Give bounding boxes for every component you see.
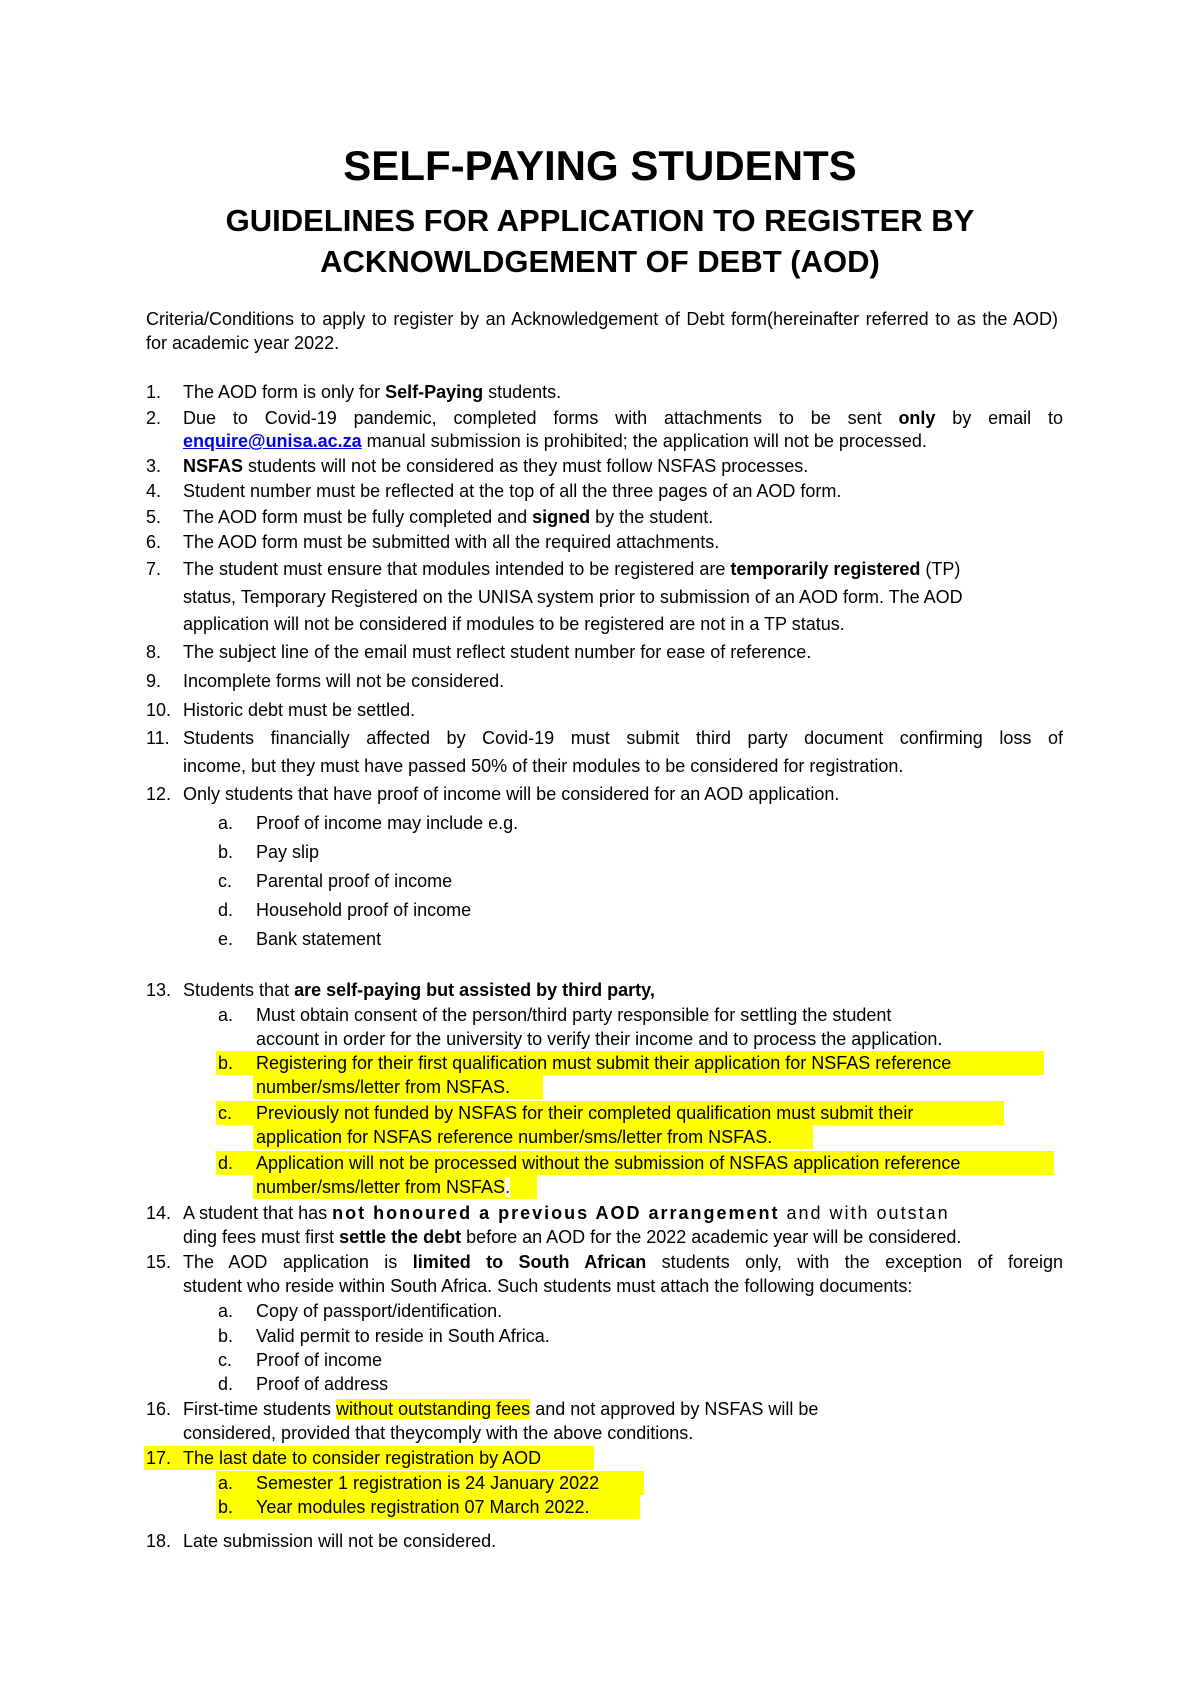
item-number: 11. <box>146 728 170 748</box>
list-item: Incomplete forms will not be considered. <box>183 671 505 691</box>
item-number: 1. <box>146 382 162 402</box>
item-number: 8. <box>146 642 162 662</box>
sub-item-letter: d. <box>218 1374 234 1394</box>
sub-item-continuation: account in order for the university to verify their income and to process the application. <box>256 1029 943 1049</box>
list-item: Only students that have proof of income will be considered for an AOD application. <box>183 784 840 804</box>
list-item: Student number must be reflected at the top of all the three pages of an AOD form. <box>183 481 842 501</box>
sub-item-letter: c. <box>218 1350 233 1370</box>
list-item: Due to Covid-19 pandemic, completed forms with attachments to be sent only by email to <box>183 408 1063 428</box>
sub-item: Household proof of income <box>256 900 472 920</box>
list-item: NSFAS students will not be considered as they must follow NSFAS processes. <box>183 456 809 476</box>
page-subtitle-line2: ACKNOWLDGEMENT OF DEBT (AOD) <box>320 244 880 279</box>
item-number: 6. <box>146 532 162 552</box>
page-title: SELF-PAYING STUDENTS <box>343 142 857 189</box>
item-number: 16. <box>146 1399 172 1419</box>
email-link[interactable]: enquire@unisa.ac.za <box>183 431 362 451</box>
item-number: 5. <box>146 507 162 527</box>
list-item: Students financially affected by Covid-19 must submit third party document confirming loss of <box>183 728 1063 748</box>
sub-item-letter: b. <box>218 1053 234 1073</box>
item-number: 14. <box>146 1203 172 1223</box>
item-number: 15. <box>146 1252 172 1272</box>
list-item: The AOD application is limited to South African students only, with the exception of foreign <box>183 1252 1063 1272</box>
sub-item: Copy of passport/identification. <box>256 1301 503 1321</box>
sub-item: Application will not be processed without the submission of NSFAS application reference <box>256 1153 961 1173</box>
sub-item: Semester 1 registration is 24 January 2022 <box>256 1473 600 1493</box>
list-item: Students that are self-paying but assisted by third party, <box>183 980 655 1000</box>
list-item: The AOD form is only for Self-Paying students. <box>183 382 562 402</box>
sub-item-letter: a. <box>218 1005 234 1025</box>
list-item: The AOD form must be submitted with all the required attachments. <box>183 532 720 552</box>
sub-item: Must obtain consent of the person/third party responsible for settling the student <box>256 1005 892 1025</box>
item-number: 2. <box>146 408 162 428</box>
list-item-continuation: ding fees must first settle the debt before an AOD for the 2022 academic year will be considered. <box>183 1227 962 1247</box>
list-item: A student that has not honoured a previous AOD arrangement and with outstan <box>183 1203 950 1223</box>
sub-item: Previously not funded by NSFAS for their completed qualification must submit their <box>256 1103 914 1123</box>
sub-item-letter: a. <box>218 813 234 833</box>
sub-item-letter: d. <box>218 900 234 920</box>
sub-item-letter: c. <box>218 871 233 891</box>
sub-item: Proof of income may include e.g. <box>256 813 519 833</box>
list-item: The AOD form must be fully completed and signed by the student. <box>183 507 714 527</box>
item-number: 10. <box>146 700 172 720</box>
sub-item-letter: e. <box>218 929 234 949</box>
list-item: First-time students without outstanding fees and not approved by NSFAS will be <box>183 1399 819 1419</box>
sub-item-letter: d. <box>218 1153 234 1173</box>
item-number: 18. <box>146 1531 172 1551</box>
sub-item: Pay slip <box>256 842 320 862</box>
item-number: 12. <box>146 784 172 804</box>
list-item-continuation: status, Temporary Registered on the UNISA system prior to submission of an AOD form. The AOD <box>183 587 963 607</box>
sub-item: Year modules registration 07 March 2022. <box>256 1497 590 1517</box>
sub-item: Valid permit to reside in South Africa. <box>256 1326 550 1346</box>
sub-item-continuation: number/sms/letter from NSFAS. <box>256 1077 511 1097</box>
sub-item-letter: a. <box>218 1301 234 1321</box>
sub-item-letter: b. <box>218 1497 234 1517</box>
list-item: The student must ensure that modules intended to be registered are temporarily registered (TP) <box>183 559 961 579</box>
sub-item-letter: c. <box>218 1103 233 1123</box>
page-subtitle-line1: GUIDELINES FOR APPLICATION TO REGISTER BY <box>225 203 975 238</box>
item-number: 9. <box>146 671 162 691</box>
sub-item: Parental proof of income <box>256 871 453 891</box>
list-item-continuation: income, but they must have passed 50% of their modules to be considered for registration. <box>183 756 904 776</box>
list-item: Late submission will not be considered. <box>183 1531 497 1551</box>
item-number: 3. <box>146 456 162 476</box>
item-number: 17. <box>146 1448 172 1468</box>
list-item-continuation: student who reside within South Africa. Such students must attach the following documents: <box>183 1276 913 1296</box>
list-item-continuation: enquire@unisa.ac.za manual submission is prohibited; the application will not be processed. <box>183 431 927 451</box>
sub-item: Bank statement <box>256 929 382 949</box>
sub-item: Proof of address <box>256 1374 389 1394</box>
item-number: 13. <box>146 980 172 1000</box>
list-item-continuation: considered, provided that theycomply with the above conditions. <box>183 1423 694 1443</box>
sub-item-letter: b. <box>218 842 234 862</box>
item-number: 4. <box>146 481 162 501</box>
list-item: The subject line of the email must reflect student number for ease of reference. <box>183 642 812 662</box>
list-item: The last date to consider registration by AOD <box>183 1448 542 1468</box>
intro-paragraph: Criteria/Conditions to apply to register by an Acknowledgement of Debt form(hereinafter referred to as the AOD) for academic year 2022. <box>146 309 1058 353</box>
list-item-continuation: application will not be considered if modules to be registered are not in a TP status. <box>183 614 845 634</box>
list-item: Historic debt must be settled. <box>183 700 416 720</box>
sub-item-continuation: application for NSFAS reference number/sms/letter from NSFAS. <box>256 1127 773 1147</box>
sub-item: Proof of income <box>256 1350 383 1370</box>
sub-item-letter: a. <box>218 1473 234 1493</box>
sub-item-continuation: number/sms/letter from NSFAS. <box>256 1177 511 1197</box>
sub-item: Registering for their first qualification must submit their application for NSFAS reference <box>256 1053 952 1073</box>
item-number: 7. <box>146 559 162 579</box>
sub-item-letter: b. <box>218 1326 234 1346</box>
